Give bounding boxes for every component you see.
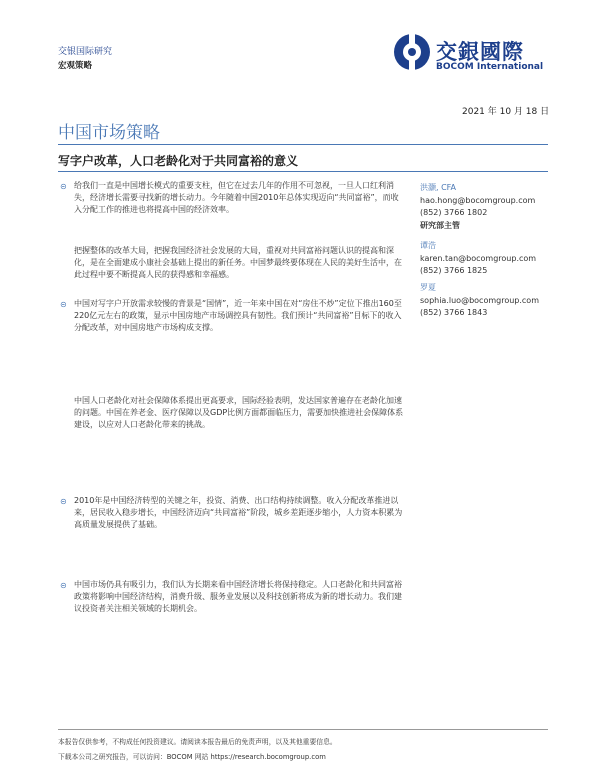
body-paragraph-1: 给我们一直是中国增长模式的重要支柱，但它在过去几年的作用不可忽视，一旦人口红利消失，经济增长需要寻找新的增长动力。今年随着中国2010年总体实现迈向“共同富裕”，而收入分配工作的推进也将提高中国的经济效率。: [74, 181, 399, 214]
analyst-card: [420, 240, 536, 278]
bocom-logo-icon: [392, 32, 432, 72]
body-paragraph-3: 中国对写字户开放需求较慢的背景是“国情”，近一年来中国在对“房住不炒”定位下推出160至220亿元左右的政策，显示中国房地产市场调控具有韧性。我们预计“共同富裕”目标下的收入分配改革，对中国房地产市场构成支撑。: [74, 299, 402, 332]
title-divider: [58, 144, 548, 145]
analyst-name: 谭浩: [420, 241, 436, 250]
footer-disclaimer: 本报告仅供参考，不构成任何投资建议。请阅读本报告最后的免责声明，以及其他重要信息。: [58, 738, 337, 746]
headline-divider: [58, 171, 548, 172]
paragraph-bullet-icon: ⊝: [60, 497, 67, 506]
analyst-email[interactable]: karen.tan@bocomgroup.com: [420, 253, 537, 263]
report-headline: 写字户改革，人口老龄化对于共同富裕的意义: [58, 154, 299, 168]
report-date: 2021 年 10 月 18 日: [462, 107, 550, 117]
analyst-email[interactable]: hao.hong@bocomgroup.com: [420, 195, 536, 205]
logo-chinese-name: 交銀國際: [436, 40, 524, 64]
paragraph-bullet-icon: ⊝: [60, 300, 67, 309]
subdepartment-label: 宏观策略: [58, 61, 93, 71]
footer-link-note[interactable]: 下载本公司之研究报告，可以访问：BOCOM 网站 https://research.bocomgroup.com: [58, 753, 326, 761]
analyst-email[interactable]: sophia.luo@bocomgroup.com: [420, 295, 539, 305]
section-title: 中国市场策略: [58, 123, 160, 143]
paragraph-bullet-icon: ⊝: [60, 182, 67, 191]
analyst-phone: (852) 3766 1825: [420, 266, 488, 275]
analyst-phone: (852) 3766 1843: [420, 308, 488, 317]
department-label: 交银国际研究: [58, 47, 113, 57]
body-paragraph-4: 中国人口老龄化对社会保障体系提出更高要求，国际经验表明，发达国家普遍存在老龄化加速的问题。中国在养老金、医疗保障以及GDP比例方面都面临压力，需要加快推进社会保障体系建设，以应对人口老龄化带来的挑战。: [74, 396, 404, 429]
analyst-title: 研究部主管: [420, 220, 460, 230]
body-paragraph-2: 把握整体的改革大局，把握我国经济社会发展的大局，重视对共同富裕问题认识的提高和深化，是在全面建成小康社会基础上提出的新任务。中国梦最终要体现在人民的美好生活中，在此过程中要不断提高人民的获得感和幸福感。: [74, 246, 402, 279]
footer-divider: [58, 729, 548, 730]
analyst-name: 罗夏: [420, 283, 436, 292]
body-paragraph-6: 中国市场仍具有吸引力，我们认为长期来看中国经济增长将保持稳定。人口老龄化和共同富裕政策将影响中国经济结构，消费升级、服务业发展以及科技创新将成为新的增长动力。我们建议投资者关注相关领域的长期机会。: [74, 580, 402, 613]
logo-english-name: BOCOM International: [436, 62, 544, 72]
paragraph-bullet-icon: ⊝: [60, 581, 67, 590]
analyst-card: [420, 182, 535, 232]
body-paragraph-5: 2010年是中国经济转型的关键之年，投资、消费、出口结构持续调整。收入分配改革推进以来，居民收入稳步增长，中国经济迈向“共同富裕”阶段，城乡差距逐步缩小，人力资本积累为高质量发展提供了基础。: [74, 496, 403, 529]
analyst-card: [420, 282, 539, 320]
analyst-phone: (852) 3766 1802: [420, 208, 488, 217]
analyst-name: 洪灏, CFA: [420, 183, 457, 192]
